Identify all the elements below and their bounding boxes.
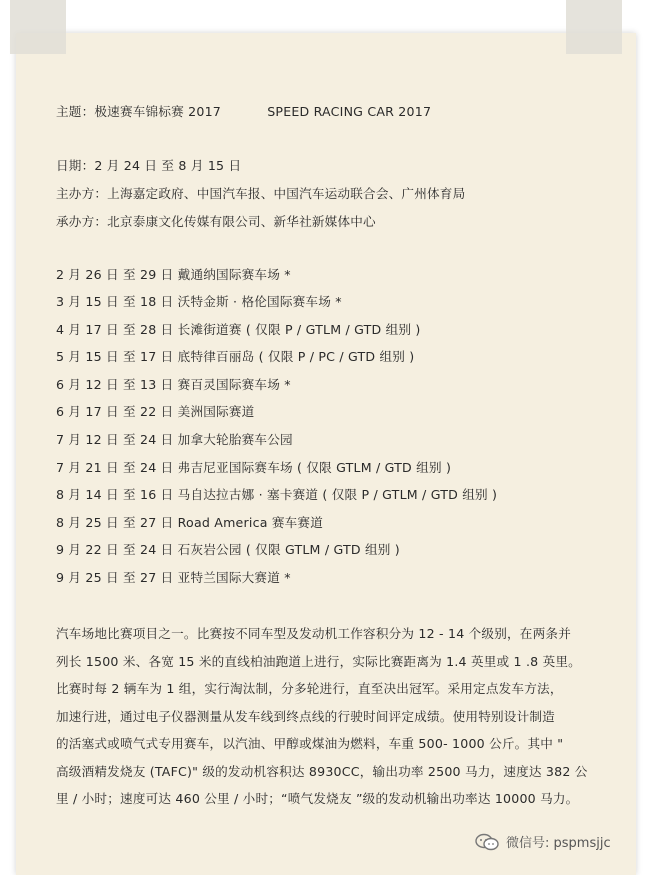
schedule-item: 7 月 21 日 至 24 日 弗吉尼亚国际赛车场 ( 仅限 GTLM / GTD 组别 )	[56, 460, 452, 475]
schedule-item: 6 月 17 日 至 22 日 美洲国际赛道	[56, 404, 255, 419]
description-line: 加速行进，通过电子仪器测量从发车线到终点线的行驶时间评定成绩。使用特别设计制造	[56, 708, 555, 724]
title-cn: 主题：极速赛车锦标赛 2017	[56, 104, 221, 119]
schedule-item: 3 月 15 日 至 18 日 沃特金斯 · 格伦国际赛车场 *	[56, 294, 342, 309]
schedule-item: 6 月 12 日 至 13 日 赛百灵国际赛车场 *	[56, 377, 291, 392]
description-line: 比赛时每 2 辆车为 1 组，实行淘汰制，分多轮进行，直至决出冠军。采用定点发车方法，	[56, 681, 563, 696]
description-line: 汽车场地比赛项目之一。比赛按不同车型及发动机工作容积分为 12 - 14 个级别，在两条并	[56, 626, 571, 641]
description-line: 列长 1500 米、各宽 15 米的直线柏油跑道上进行，实际比赛距离为 1.4 英里或 1 .8 英里。	[56, 653, 581, 669]
schedule-item: 8 月 25 日 至 27 日 Road America 赛车赛道	[56, 515, 323, 530]
schedule-item: 9 月 22 日 至 24 日 石灰岩公园 ( 仅限 GTLM / GTD 组别 )	[56, 542, 400, 557]
wechat-watermark	[474, 832, 611, 851]
tape-left	[10, 0, 66, 54]
wechat-icon	[474, 833, 500, 851]
schedule-item: 2 月 26 日 至 29 日 戴通纳国际赛车场 *	[56, 267, 291, 282]
title-en: SPEED RACING CAR 2017	[267, 104, 432, 119]
description-line: 的活塞式或喷气式专用赛车，以汽油、甲醇或煤油为燃料，车重 500- 1000 公斤。其中 "	[56, 736, 564, 751]
description-paragraph	[56, 620, 616, 813]
schedule-item: 7 月 12 日 至 24 日 加拿大轮胎赛车公园	[56, 432, 293, 447]
tape-right	[566, 0, 622, 54]
host-line: 承办方：北京泰康文化传媒有限公司、新华社新媒体中心	[56, 214, 376, 229]
schedule-item: 8 月 14 日 至 16 日 马自达拉古娜 · 塞卡赛道 ( 仅限 P / GTLM / GTD 组别 )	[56, 487, 498, 502]
schedule-item: 9 月 25 日 至 27 日 亚特兰国际大赛道 *	[56, 570, 291, 585]
schedule-item: 4 月 17 日 至 28 日 长滩街道赛 ( 仅限 P / GTLM / GTD 组别 )	[56, 322, 421, 337]
wechat-id-text: 微信号: pspmsjjc	[506, 836, 611, 851]
organizer-line: 主办方：上海嘉定政府、中国汽车报、中国汽车运动联合会、广州体育局	[56, 186, 466, 201]
description-line: 里 / 小时；速度可达 460 公里 / 小时；“喷气发烧友 ”级的发动机输出功率达 10000 马力。	[56, 791, 579, 806]
title-line	[56, 104, 431, 120]
description-line: 高级酒精发烧友 (TAFC)" 级的发动机容积达 8930CC，输出功率 2500 马力，速度达 382 公	[56, 763, 588, 779]
schedule-item: 5 月 15 日 至 17 日 底特律百丽岛 ( 仅限 P / PC / GTD 组别 )	[56, 349, 415, 364]
date-line: 日期：2 月 24 日 至 8 月 15 日	[56, 158, 242, 173]
